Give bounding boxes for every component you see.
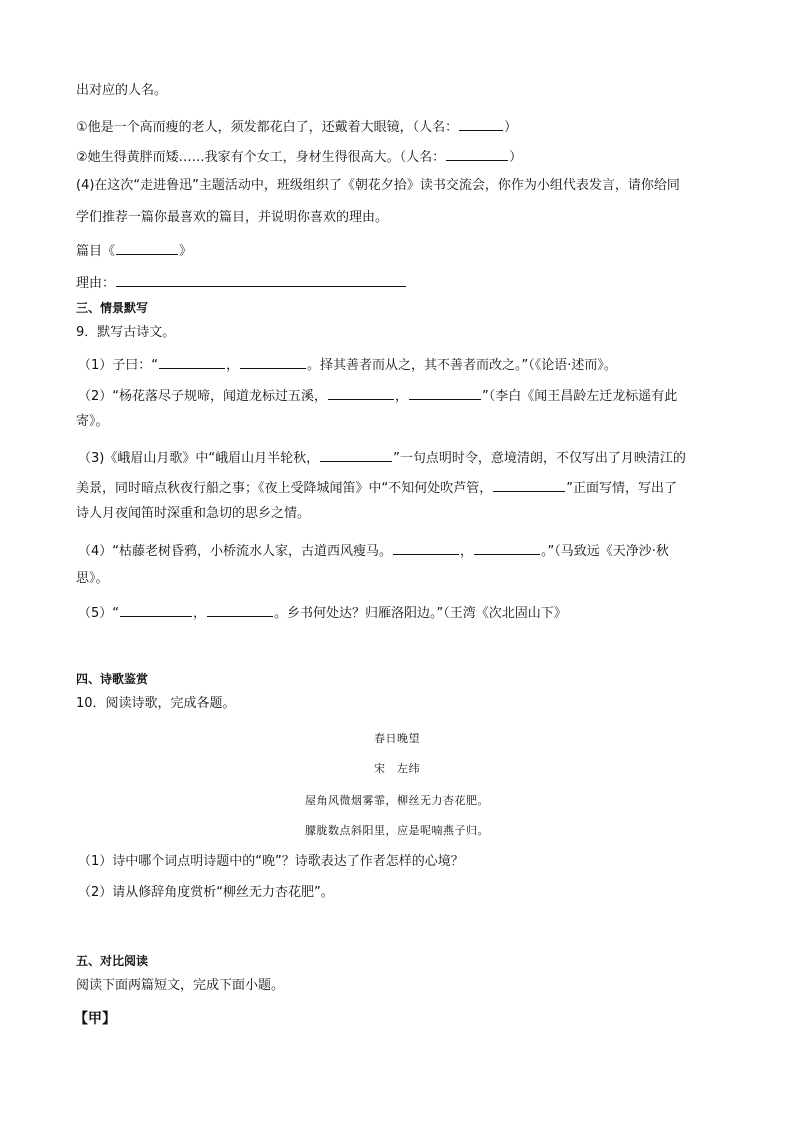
answer-blank[interactable] [446,146,508,161]
question-text: 美景，同时暗点秋夜行船之事；《夜上受降城闻笛》中“不知何处吹芦管， [76,481,493,496]
question-text: (4)在这次“走进鲁迅”主题活动中，班级组织了《朝花夕拾》读书交流会，你作为小组代表发言，请你给同 [76,178,680,193]
answer-blank[interactable] [159,354,225,369]
section-heading: 三、情景默写 [76,301,149,315]
text-line [78,354,617,375]
question-text: 》 [179,244,193,259]
text-line: 思》。 [76,571,109,586]
answer-blank[interactable] [474,540,540,555]
answer-blank[interactable] [240,354,306,369]
text-line [78,385,677,406]
text-line: 寄》。 [76,414,109,429]
text-line [76,82,167,100]
passage-label: 【甲】 [74,1011,116,1027]
answer-blank[interactable] [459,116,503,131]
text-line: 阅读下面两篇短文，完成下面小题。 [76,978,285,993]
answer-blank[interactable] [409,385,481,400]
answer-blank[interactable] [393,540,459,555]
poem-line: 屋角风微烟雾霏，柳丝无力杏花肥。 [305,794,489,807]
text-line [76,209,388,227]
question-text: 。乡书何处达？归雁洛阳边。”（王湾《次北固山下》 [274,606,567,621]
question-text: （1）诗中哪个词点明诗题中的“晚”？诗歌表达了作者怎样的心境？ [78,854,464,869]
text-line [76,272,407,293]
question-text: 学们推荐一篇你最喜欢的篇目，并说明你喜欢的理由。 [76,210,389,225]
question-text: （1）子曰：“ [78,358,159,373]
text-line [76,240,192,261]
text-line [76,177,680,195]
poem-author: 宋 左纬 [374,762,420,775]
poem-title: 春日晚望 [374,732,420,745]
section-heading: 五、对比阅读 [76,954,149,968]
question-text: ， [193,606,207,621]
question-text: 。”（马致远《天净沙·秋 [541,544,669,559]
question-title: 10．阅读诗歌，完成各题。 [76,696,236,711]
question-text: ， [460,544,474,559]
question-text: ②她生得黄胖而矮……我家有个女工，身材生得很高大。（人名： [76,150,446,165]
text-line: 诗人月夜闻笛时深重和急切的思乡之情。 [76,506,311,521]
poem-line: 朦胧数点斜阳里，应是呢喃燕子归。 [305,824,489,837]
question-text: （3)《峨眉山月歌》中“峨眉山月半轮秋， [78,451,320,466]
text-line [76,477,677,498]
answer-blank[interactable] [116,272,406,287]
question-text: 理由： [76,276,116,291]
answer-blank[interactable] [320,447,392,462]
question-text: ”（李白《闻王昌龄左迁龙标遥有此 [482,389,678,404]
question-text: ”一句点明时令，意境清朗，不仅写出了月映清江的 [393,451,686,466]
question-text: 出对应的人名。 [76,83,168,98]
question-text: （2）请从修辞角度赏析“柳丝无力杏花肥”。 [78,885,334,900]
question-text: ， [226,358,240,373]
text-line [76,146,522,167]
question-text: （5）“ [78,606,120,621]
question-text: （2）“杨花落尽子规啼，闻道龙标过五溪， [78,389,328,404]
question-title: 9．默写古诗文。 [76,325,176,340]
question-text: ”正面写情，写出了 [566,481,677,496]
answer-blank[interactable] [328,385,394,400]
question-text: ①他是一个高而瘦的老人，须发都花白了，还戴着大眼镜，（人名： [76,120,459,135]
question-text: ） [504,120,518,135]
question-text: ） [509,150,523,165]
text-line [78,540,669,561]
question-text: 篇目《 [76,244,116,259]
answer-blank[interactable] [207,602,273,617]
text-line [78,602,567,623]
section-heading: 四、诗歌鉴赏 [76,672,149,686]
text-line [76,116,517,137]
answer-blank[interactable] [493,477,565,492]
answer-blank[interactable] [120,602,192,617]
text-line [78,447,686,468]
question-text: （4）“枯藤老树昏鸦，小桥流水人家，古道西风瘦马。 [78,544,393,559]
answer-blank[interactable] [116,240,178,255]
question-text: ， [395,389,409,404]
question-text: 。择其善者而从之，其不善者而改之。”（《论语·述而》。 [307,358,617,373]
